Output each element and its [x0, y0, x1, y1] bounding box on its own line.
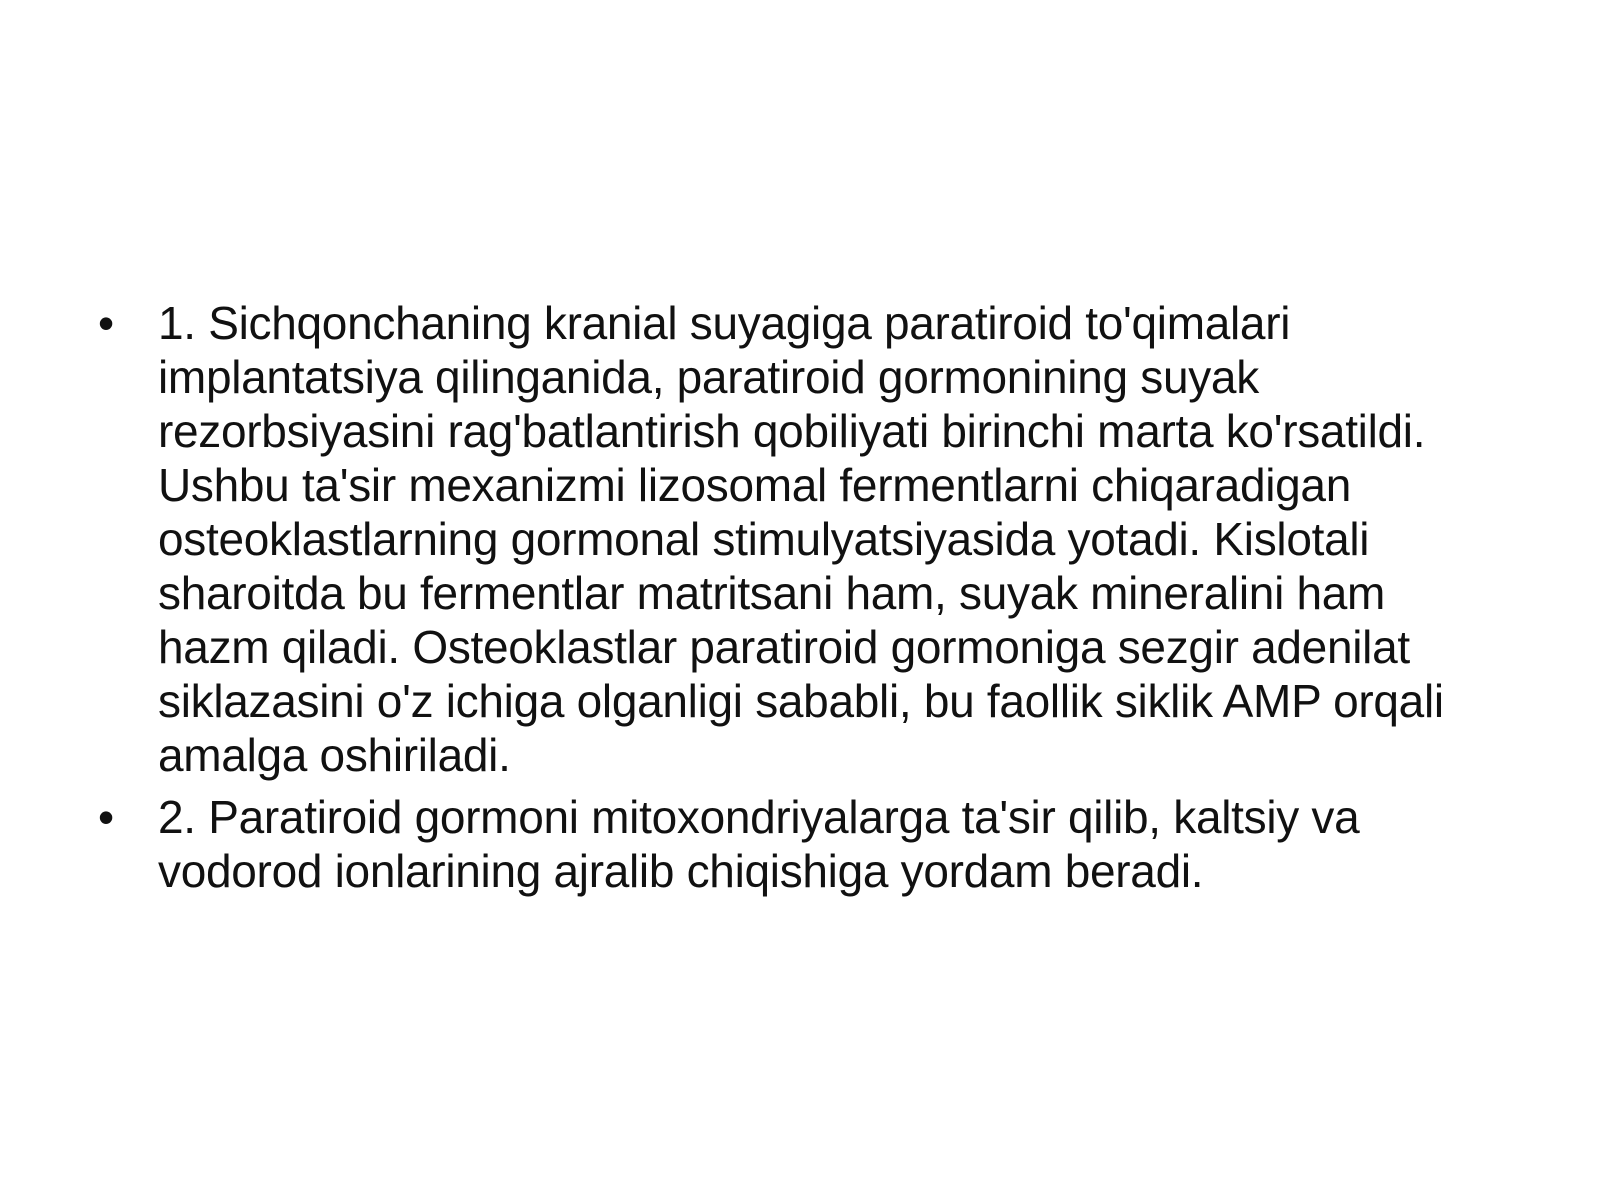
bullet-text: 2. Paratiroid gormoni mitoxondriyalarga ta'sir qilib, kaltsiy va vodorod ionlarining ajralib chiqishiga yordam beradi. [158, 791, 1360, 897]
bullet-list [0, 296, 1600, 906]
bullet-item-2 [0, 790, 1600, 898]
bullet-marker: • [98, 791, 114, 843]
bullet-marker: • [98, 297, 114, 349]
bullet-item-1 [0, 296, 1600, 782]
bullet-text: 1. Sichqonchaning kranial suyagiga paratiroid to'qimalari implantatsiya qilinganida, paratiroid gormonining suyak rezorbsiyasini rag'batlantirish qobiliyati birinchi marta ko'rsatildi. Ushbu ta'sir mexanizmi lizosomal fermentlarni chiqaradigan osteoklastlarning gormonal stimulyatsiyasida yotadi. Kislotali sharoitda bu fermentlar matritsani ham, suyak mineralini ham hazm qiladi. Osteoklastlar paratiroid gormoniga sezgir adenilat siklazasini o'z ichiga olganligi sababli, bu faollik siklik AMP orqali amalga oshiriladi. [158, 297, 1444, 781]
